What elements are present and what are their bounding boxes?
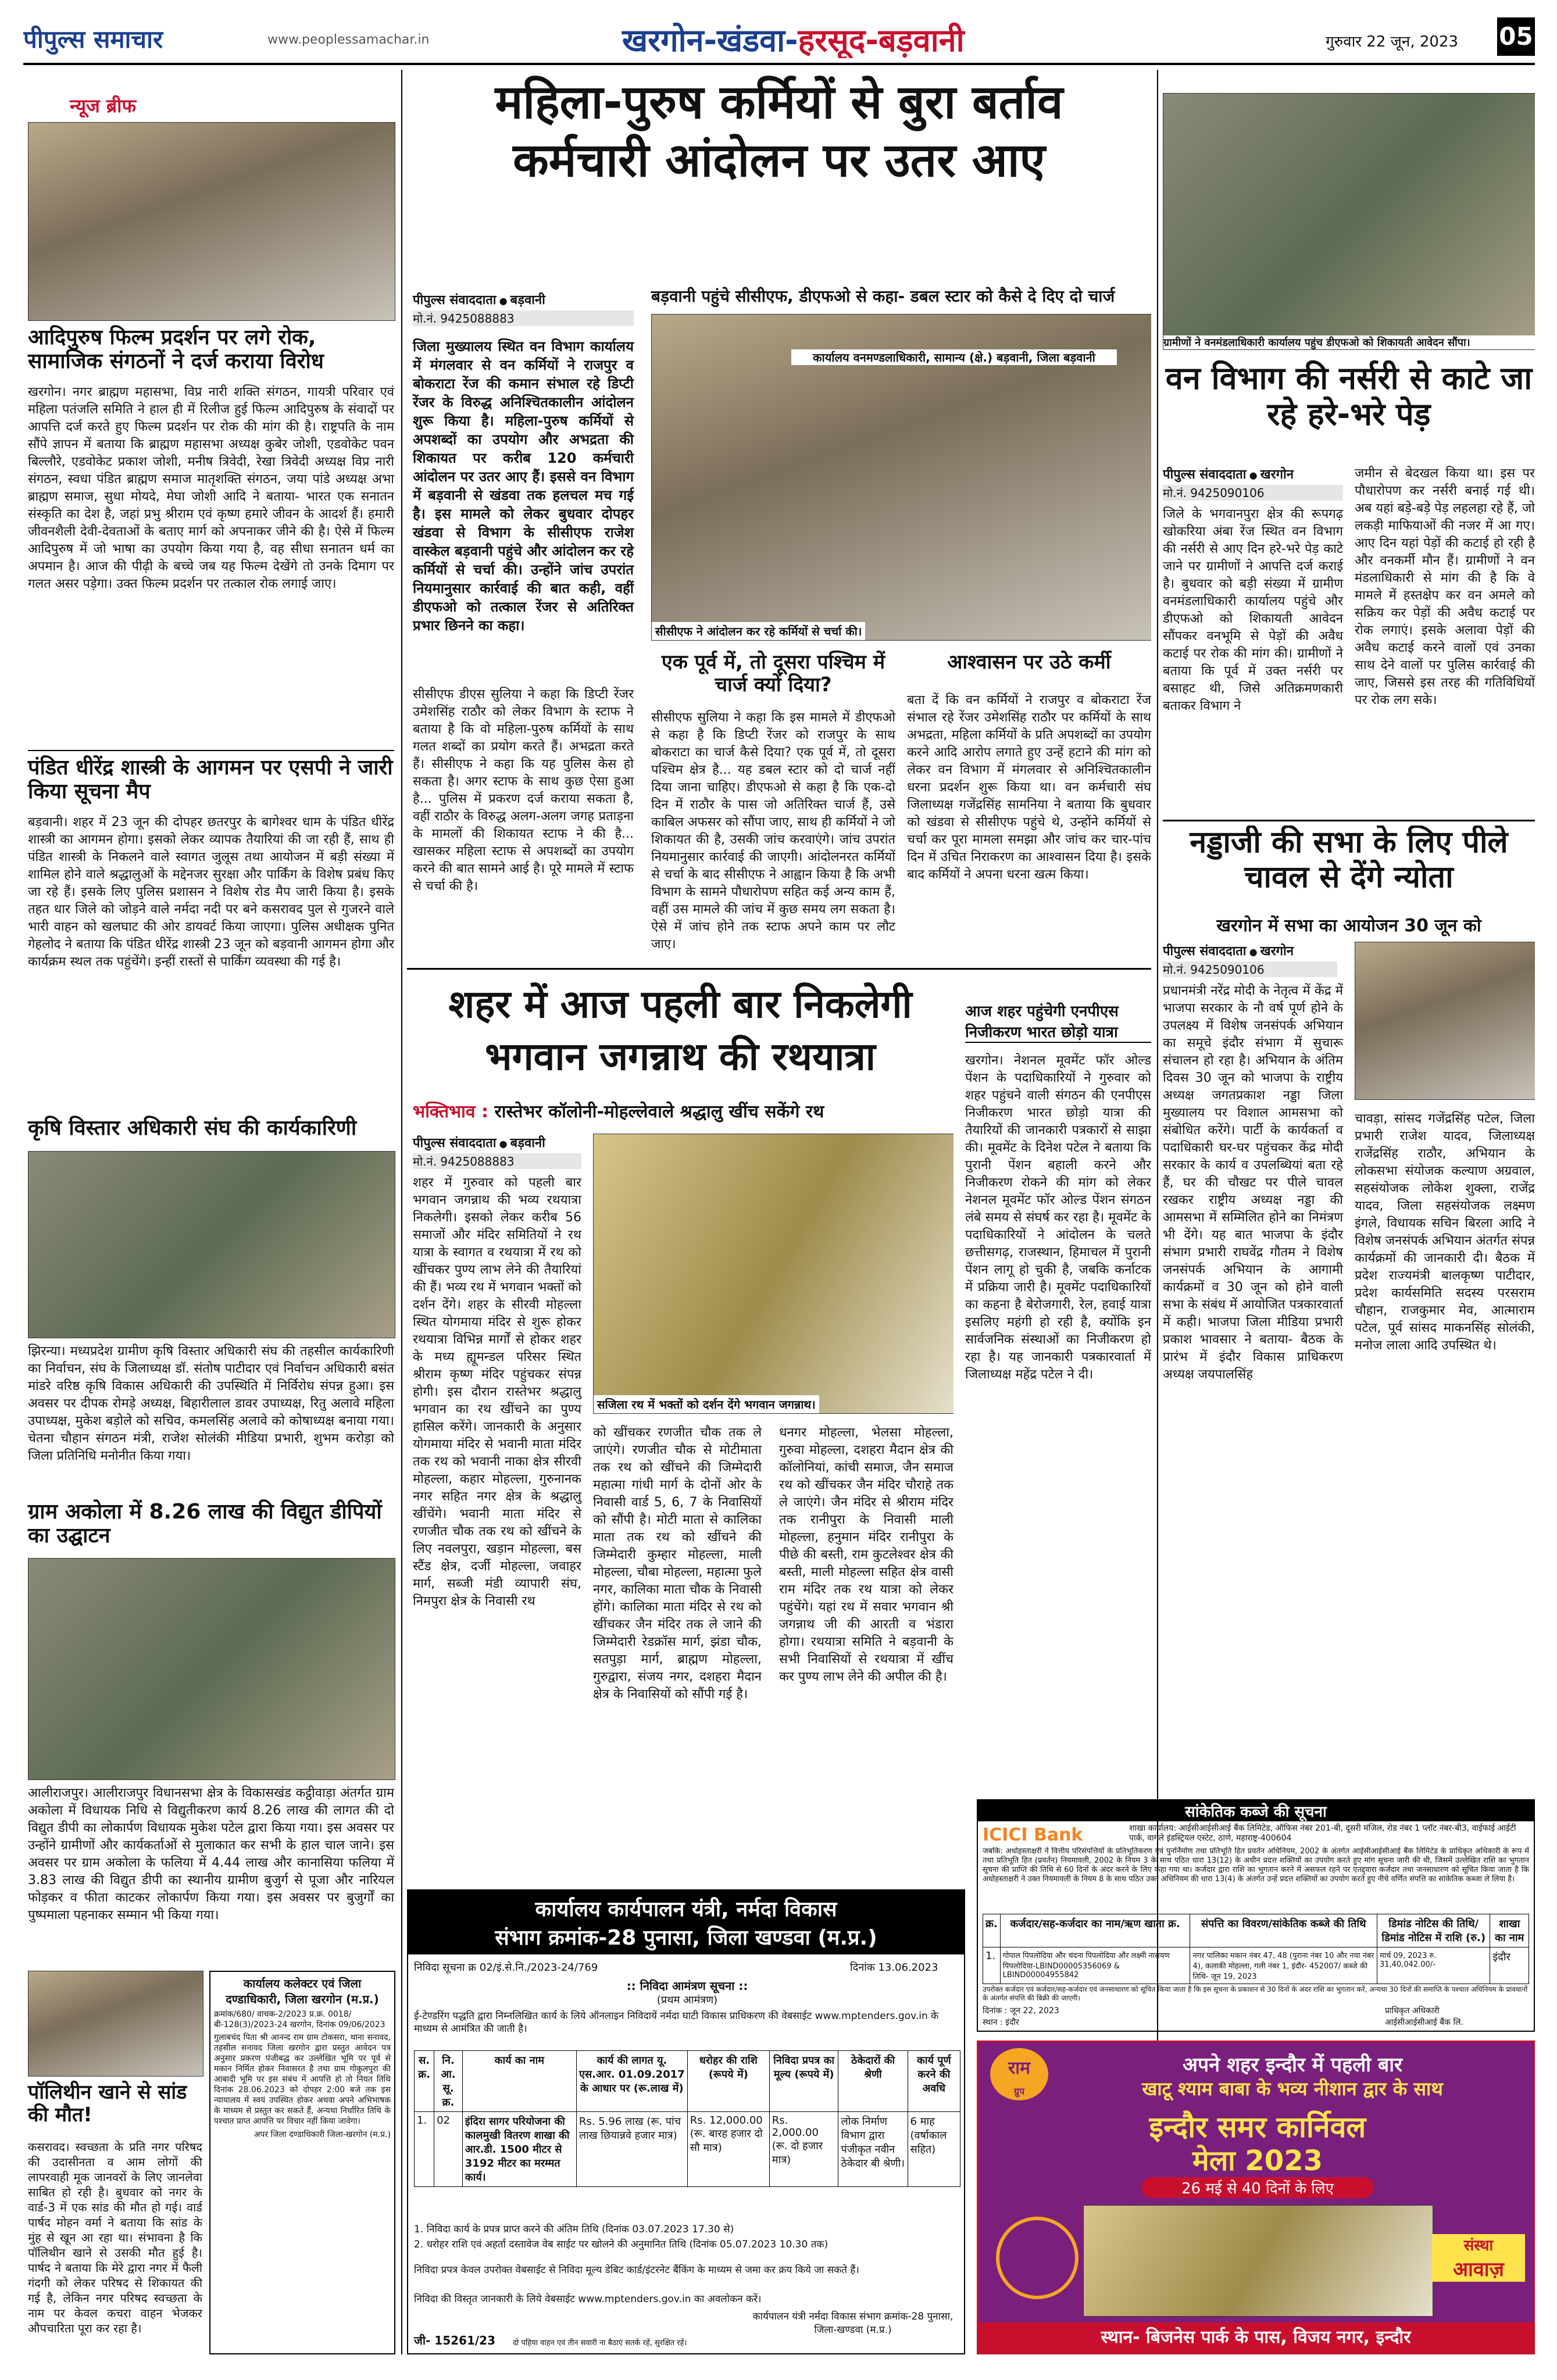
lead-photo-caption: सीसीएफ ने आंदोलन कर रहे कर्मियों से चर्चा की। — [652, 622, 865, 640]
lead-box-a-body: बता दें कि वन कर्मियों ने राजपुर व बोकराटा रेंज संभाल रहे रेंजर उमेशसिंह राठौर पर कर्मियों के साथ अभद्रता, महिला कर्मियों के प्रति अपशब्दों का उपयोग करने आदि आरोप लगाते हुए उन्हें हटाने की मांग को लेकर वन विभाग में मंगलवार से अनिश्चितकालीन धरना प्रदर्शन शुरू किया था। वन कर्मचारी संघ जिलाध्यक्ष गजेंद्रसिंह सामनिया ने बताया कि बुधवार को खंडवा से सीसीएफ पहुंचे थे, उन्होंने कर्मियों से चर्चा कर पूरा मामला समझा और जांच कर चार-पांच दिन में उचित निराकरण का आश्वासन दिया है। इसके बाद कर्मियों ने अपना धरना खत्म किया। — [907, 693, 1151, 882]
left-column-rule — [401, 70, 402, 2354]
forest-headline: वन विभाग की नर्सरी से काटे जा रहे हरे-भरे पेड़ — [1165, 360, 1533, 433]
nadda-story — [1163, 826, 1535, 1791]
carnival-org-2: आवाज़ — [1453, 2258, 1504, 2281]
rath-headline-1: शहर में आज पहली बार निकलेगी — [448, 982, 912, 1027]
site-url[interactable]: www.peoplessamachar.in — [267, 33, 430, 47]
ops-body: खरगोन। नेशनल मूवमेंट फॉर ओल्ड पेंशन के पदाधिकारियों ने गुरुवार को शहर पहुंचने वाली संगठन की एनपीएस निजीकरण भारत छोड़ो यात्रा की तैयारियों की जानकारी पत्रकारों से साझा की। मूवमेंट के दिनेश पटेल ने बताया कि पुरानी पेंशन बहाली करने और निजीकरण रोकने की मांग को लेकर नेशनल मूवमेंट फॉर ओल्ड पेंशन संगठन लंबे समय से संघर्ष कर रहा है। मूवमेंट के पदाधिकारियों ने आंदोलन के चलते छत्तीसगढ़, राजस्थान, हिमाचल में पुरानी पेंशन लागू हो चुकी है, जबकि कर्नाटक में प्रक्रिया जारी है। मूवमेंट पदाधिकारियों का कहना है बेरोजगारी, रेल, हवाई यात्रा इसलिए महंगी हो रही है, क्योंकि इन सार्वजनिक संस्थाओं का निजीकरण हो रहा है। यह जानकारी पत्रकारवार्ता में जिलाध्यक्ष महेंद्र पटेल ने दी। — [965, 1053, 1151, 1382]
lead-subhead: बड़वानी पहुंचे सीसीएफ, डीएफओ से कहा- डबल स्टार को कैसे दे दिए दो चार्ज — [651, 287, 1115, 306]
icici-col-1: क्र. — [983, 1914, 1001, 1947]
section-title — [622, 17, 965, 58]
tender-col-2: नि. आ. सू. क्र. — [434, 2051, 463, 2112]
section-title-red: हरसूद-बड़वानी — [798, 22, 965, 58]
forest-photo — [1163, 93, 1535, 350]
rath-story — [407, 977, 954, 1884]
carnival-title-1: इन्दौर समर कार्निवल — [1149, 2110, 1366, 2144]
brief-label: न्यूज ब्रीफ — [70, 95, 137, 117]
lead-bottom-rule — [407, 968, 1151, 970]
brief-photo-3 — [28, 1151, 395, 1338]
tender-cell: इंदिरा सागर परियोजना की कालमुखी वितरण शाखा की आर.डी. 1500 मीटर से 3192 मीटर का मरम्मत कार्य। — [462, 2112, 576, 2187]
office-sign: कार्यालय वनमण्डलाधिकारी, सामान्य (क्षे.) बड़वानी, जिला बड़वानी — [791, 349, 1117, 365]
carnival-top-2: खाटू श्याम बाबा के भव्य नीशान द्वार के साथ — [1142, 2078, 1443, 2100]
icici-cell: मार्च 09, 2023 रु. 31,40,042.00/- — [1377, 1947, 1490, 1984]
nadda-subhead: खरगोन में सभा का आयोजन 30 जून को — [1216, 916, 1481, 936]
lead-photo — [651, 314, 1151, 641]
forest-body-1: जिले के भगवानपुरा क्षेत्र की रूपगढ़ खोकरिया अंबा रेंज स्थित वन विभाग की नर्सरी से आए दिन हरे-भरे पेड़ काटे जाने पर ग्रामीणों ने आपत्ति दर्ज कराई है। बुधवार को बड़ी संख्या में ग्रामीण वनमंडलाधिकारी कार्यालय पहुंचे और डीएफओ को शिकायती आवेदन सौंपकर वनभूमि से पेड़ों की अवैध कटाई पर रोक की मांग की। ग्रामीणों ने बताया कि पूर्व में उक्त नर्सरी पर बसाहट थी, जिसे अतिक्रमणकारी बताकर विभाग ने — [1163, 507, 1343, 713]
lead-box-a-headline: आश्वासन पर उठे कर्मी — [947, 651, 1111, 674]
carnival-logo — [990, 2048, 1048, 2100]
masthead-rule — [23, 63, 1535, 65]
rath-photo — [593, 1134, 954, 1414]
forest-body-2: जमीन से बेदखल किया था। इस पर पौधारोपण कर नर्सरी बनाई गई थी। अब यहां बड़े-बड़े पेड़ लहलहा रहे हैं, जो लकड़ी माफियाओं की नजर में आ गए। आए दिन यहां पेड़ों की कटाई हो रही है और वनकर्मी मौन हैं। ग्रामीणों ने वन मंडलाधिकारी से मांग की है कि वे मामले में हस्तक्षेप कर वन अमले को सक्रिय कर पेड़ों की अवैध कटाई पर रोक लगाएं। इसके अलावा पेड़ों की अवैध कटाई करने वालों एवं उनका साथ देने वालों पर पुलिस कार्रवाई की जाए, जिससे इस तरह की गतिविधियों पर रोक लग सके। — [1355, 466, 1535, 707]
brief-story2-headline: पंडित धीरेंद्र शास्त्री के आगमन पर एसपी ने जारी किया सूचना मैप — [28, 756, 393, 804]
collector-ref: क्रमांक/680/ वाचक-2/2023 प्र.क्र. 0018/बी-128(3)/2023-24 खरगोन, दिनांक 09/06/2023 — [214, 2010, 385, 2029]
nadda-byline-name: पीपुल्स संवाददाता — [1163, 944, 1247, 959]
lead-byline: पीपुल्स संवाददाता ● बड़वानी मो.नं. 9425088883 — [413, 291, 634, 326]
masthead — [23, 17, 1535, 58]
tender-cell: 6 माह (वर्षाकाल सहित) — [908, 2112, 960, 2187]
nadda-body-1: प्रधानमंत्री नरेंद्र मोदी के नेतृत्व में केंद्र में भाजपा सरकार के नौ वर्ष पूर्ण होने के उपलक्ष्य में विशेष जनसंपर्क अभियान का समूचे इंदौर संभाग में सुचारू संचालन हो रहा है। अभियान के अंतिम दिवस 30 जून को भाजपा के राष्ट्रीय अध्यक्ष जगतप्रकाश नड्डा जिला मुख्यालय पर विशाल आमसभा को संबोधित करेंगे। पार्टी के कार्यकर्ता व पदाधिकारी घर-घर पहुंचकर केंद्र मोदी सरकार के कार्य व उपलब्धियां बता रहे हैं, घर की चौखट पर पीले चावल रखकर राष्ट्रीय अध्यक्ष नड्डा की आमसभा में सम्मिलित होने का निमंत्रण भी देंगे। यह बात भाजपा के इंदौर संभाग प्रभारी राघवेंद्र गौतम ने विशेष जनसंपर्क अभियान के आगामी कार्यक्रमों व 30 जून को होने वाली सभा के संबंध में आयोजित पत्रकारवार्ता में कही। भाजपा जिला मीडिया प्रभारी प्रकाश भावसार ने बताया- बैठक के प्रारंभ में इंदौर विकास प्राधिकरण अध्यक्ष जयपालसिंह — [1163, 984, 1343, 1382]
icici-notice — [977, 1799, 1535, 2032]
tender-title — [408, 1891, 964, 1954]
brief-story4-headline: ग्राम अकोला में 8.26 लाख की विद्युत डीपियों का उद्घाटन — [28, 1500, 382, 1548]
icici-body: जबकि: अधोहस्ताक्षरी ने वित्तीय परिसंपत्तियों के प्रतिभूतिकरण एवं पुनर्निर्माण तथा प्रतिभूति हित प्रवर्तन अधिनियम, 2002 के अंतर्गत आईसीआईसीआई बैंक लिमिटेड के प्राधिकृत अधिकारी के रूप में तथा प्रतिभूति हित (प्रवर्तन) नियमावली, 2002 के नियम 3 के साथ पठित धारा 13(12) के अधीन प्रदत्त शक्तियों का उपयोग करते हुए मांग सूचना जारी की थी, जिसमें उल्लेखित राशि का भुगतान सूचना की प्राप्ति की तिथि से 60 दिनों के अंदर करने के लिए कहा गया था। कर्जदार द्वारा राशि का भुगतान करने में असफल रहने पर एतद्द्वारा कर्जदार तथा जनसाधारण को सूचित किया जाता है कि अधोहस्ताक्षरी ने उक्त नियमावली के नियम 8 के साथ पठित उक्त अधिनियम की धारा 13(4) के अंतर्गत उन्हें प्रदत्त शक्तियों का उपयोग करते हुए नीचे वर्णित संपत्ति का सांकेतिक कब्जा ले लिया है। — [983, 1847, 1529, 1884]
rath-body-3: धनगर मोहल्ला, भेलसा मोहल्ला, गुरुवा मोहल्ला, दशहरा मैदान क्षेत्र की कॉलोनियां, कांची समाज, जैन समाज रथ को खींचकर जैन मंदिर चौराहे तक ले जाएंगे। जैन मंदिर से श्रीराम मंदिर तक रानीपुरा के निवासी माली मोहल्ला, हनुमान मंदिर रानीपुरा के पीछे की बस्ती, राम कुटलेश्वर क्षेत्र की बस्ती, माली मोहल्ला सहित क्षेत्र वासी राम मंदिर तक रथ यात्रा को लेकर पहुंचेंगे। यहां रथ में सवार भगवान श्री जगन्नाथ जी की आरती व भंडारा होगा। रथयात्रा समिति ने बड़वानी के सभी निवासियों से रथयात्रा में खींच कर पुण्य लाभ लेने की अपील की है। — [779, 1425, 954, 1684]
tender-sub1: :: निविदा आमंत्रण सूचना :: — [626, 1979, 748, 1993]
carnival-org-1: संस्था — [1463, 2237, 1494, 2254]
tender-title-2: संभाग क्रमांक-28 पुनासा, जिला खण्डवा (म.प्र.) — [495, 1926, 877, 1950]
icici-branch: शाखा कार्यालय: आईसीआईसीआई बैंक लिमिटेड, ऑफिस नंबर 201-बी, दूसरी मंजिल, रोड नंबर 1 प्लॉट नंबर-बी3, वाईफाई आईटी पार्क, वागले इंडस्ट्रियल एस्टेट, ठाणे, महाराष्ट्र-400604 — [1129, 1824, 1516, 1843]
icici-cell: 1. — [983, 1947, 1001, 1984]
tender-cell: Rs. 5.96 लाख (रू. पांच लाख छियान्नवे हजार मात्र) — [576, 2112, 687, 2187]
icici-cell: नगर पालिका मकान नंबर 47, 48 (पुराना नंबर 10 और नया नंबर 4), कलाकी मोहल्ला, गली नंबर 1, इंदौर- 452007/ कब्जे की तिथि- जून 19, 2023 — [1190, 1947, 1377, 1984]
lead-mobile: मो.नं. 9425088883 — [413, 310, 634, 326]
tender-cell: 02 — [434, 2112, 463, 2187]
tender-ref: निविदा सूचना क्र 02/इं.से.नि./2023-24/769 — [414, 1961, 598, 1974]
tender-sign: कार्यपालन यंत्री नर्मदा विकास संभाग क्रमांक-28 पुनासा, जिला-खण्डवा (म.प्र.) — [752, 2311, 954, 2336]
ferris-wheel-icon — [996, 2217, 1079, 2299]
ops-story — [965, 977, 1151, 1884]
nadda-photo — [1355, 942, 1535, 1100]
carnival-top-1: अपने शहर इन्दौर में पहली बार — [1182, 2053, 1403, 2077]
rath-byline-place: बड़वानी — [510, 1136, 545, 1150]
rath-photo-caption: सजिला रथ में भक्तों को दर्शन देंगे भगवान जगन्नाथ। — [594, 1395, 819, 1413]
icici-col-5: शाखा का नाम — [1490, 1914, 1529, 1947]
page-number: 05 — [1497, 17, 1535, 56]
lead-body-1: सीसीएफ डीएस सुलिया ने कहा कि डिप्टी रेंजर उमेशसिंह राठौर को लेकर विभाग के स्टाफ ने बताया है कि वो महिला-पुरुष कर्मियों के साथ गलत शब्दों का प्रयोग करते हैं। अभद्रता करते हैं। सीसीएफ ने कहा कि यह पुलिस केस हो सकता है। अगर स्टाफ के साथ कुछ ऐसा हुआ है... पुलिस में प्रकरण दर्ज कराया सकता है, वहीं राठौर के विरुद्ध अलग-अलग जगह प्रताड़ना के मामलों की शिकायत स्टाफ ने की है... खासकर महिला स्टाफ से अपशब्दों का उपयोग करने की बात सामने आई है। पूरे मामले में स्टाफ से चर्चा की है। — [413, 687, 634, 894]
brief-photo-4 — [28, 1558, 395, 1780]
icici-footer: उपरोक्त कर्जदार एवं कर्जदार/सह-कर्जदार एवं जनसाधारण को सूचित किया जाता है कि इस सूचना के प्रकाशन से 30 दिनों के अंदर राशि का भुगतान करें, अन्यथा 30 दिनों की समाप्ति के पश्चात अधिनियम के प्रावधानों के अंतर्गत संपत्ति की बिक्री की जाएगी। — [983, 1985, 1528, 2002]
lead-story — [407, 70, 1151, 965]
icici-date: दिनांक : जून 22, 2023 — [983, 2006, 1059, 2016]
forest-bottom-rule — [1163, 820, 1535, 821]
tender-code: जी- 15261/23 — [414, 2333, 496, 2347]
tender-footnote: दो पहिया वाहन एवं तीन सवारी ना बैठाएं सतर्क रहें, सुरक्षित रहें। — [513, 2339, 687, 2347]
carnival-ad[interactable] — [977, 2040, 1535, 2354]
tender-note-1: 1. निविदा कार्य के प्रपत्र प्राप्त करने की अंतिम तिथि (दिनांक 03.07.2023 17.30 से) — [414, 2224, 734, 2235]
rath-kicker: भक्तिभाव : — [413, 1102, 489, 1122]
issue-date: गुरुवार 22 जून, 2023 — [1326, 33, 1459, 51]
lead-byline-place: बड़वानी — [510, 293, 545, 308]
brief-story5-headline: पॉलिथीन खाने से सांड की मौत! — [28, 2081, 187, 2127]
nadda-byline: पीपुल्स संवाददाता ● खरगोन मो.नं. 9425090106 — [1163, 942, 1337, 977]
icici-table — [983, 1914, 1529, 1984]
table-row — [415, 2112, 960, 2187]
brief-divider-1 — [28, 750, 394, 751]
icici-place: स्थान : इंदौर — [983, 2018, 1019, 2027]
carnival-address: स्थान- बिजनेस पार्क के पास, विजय नगर, इन्दौर — [979, 2322, 1533, 2353]
rath-mobile: मो.नं. 9425088883 — [413, 1153, 581, 1169]
tender-col-3: कार्य का नाम — [462, 2051, 576, 2112]
brief-photo-1 — [28, 122, 395, 321]
icici-col-2: कर्जदार/सह-कर्जदार का नाम/ऋण खाता क्र. — [1000, 1914, 1190, 1947]
section-title-main: खरगोन-खंडवा- — [622, 22, 798, 58]
tender-note-4: निविदा की विस्तृत जानकारी के लिये वेबसाईट www.mptenders.gov.in का अवलोकन करें। — [414, 2293, 762, 2305]
icici-sign-2: आईसीआईसीआई बैंक लि. — [1385, 2018, 1463, 2027]
icici-title: सांकेतिक कब्जे की सूचना — [978, 1800, 1534, 1821]
carnival-dates: 26 मई से 40 दिनों के लिए — [1141, 2177, 1374, 2198]
tender-title-1: कार्यालय कार्यपालन यंत्री, नर्मदा विकास — [535, 1897, 837, 1921]
rath-body-1: शहर में गुरुवार को पहली बार भगवान जगन्नाथ की भव्य रथयात्रा निकलेगी। इसको लेकर करीब 56 समाजों और मंदिर समितियों ने रथ यात्रा के स्वागत व रथयात्रा में रथ को खींचकर पुण्य लाभ लेने की तैयारियां की हैं। भव्य रथ में भगवान भक्तों को दर्शन देंगे। शहर के सीरवी मोहल्ला स्थित योगमाया मंदिर से शुरू होकर रथयात्रा विभिन्न मार्गों से होकर शहर के मध्य ह्यूमन्डल परिसर स्थित श्रीराम कृष्ण मंदिर पहुंचकर संपन्न होगी। इस दौरान रास्तेभर श्रद्धालु भगवान का रथ खींचने का पुण्य हासिल करेंगे। जानकारी के अनुसार योगमाया मंदिर से भवानी माता मंदिर तक रथ को भवानी नाका क्षेत्र सीरवी मोहल्ला, कहार मोहल्ला, गुरुनानक नगर सहित नगर क्षेत्र के श्रद्धालु खींचेंगे। भवानी माता मंदिर से रणजीत चौक तक रथ को खींचने के लिए नवलपुरा, खड़ान मोहल्ला, बस स्टैंड क्षेत्र, दर्जी मोहल्ला, जवाहर मार्ग, सब्जी मंडी व्यापारी संघ, निमपुरा क्षेत्र के निवासी रथ — [413, 1175, 581, 1609]
brief-story3-body: झिरन्या। मध्यप्रदेश ग्रामीण कृषि विस्तार अधिकारी संघ की तहसील कार्यकारिणी का निर्वाचन, संघ के जिलाध्यक्ष डॉ. संतोष पाटीदार एवं निर्वाचन अधिकारी बसंत मांडरे वरिष्ठ कृषि विकास अधिकारी की उपस्थिति में निर्विरोध संपन्न हुआ। इस अवसर पर दीपक रोमड़े अध्यक्ष, बिहारीलाल डावर उपाध्यक्ष, रितु अलावे महिला उपाध्यक्ष, मुकेश बड़ोले को सचिव, कमलसिंह अलावे को कोषाध्यक्ष बनाया गया। चेतना चौहान संगठन मंत्री, राजेश सोलंकी मीडिया प्रभारी, शुभम करोड़ा को जिला प्रतिनिधि मनोनीत किया गया। — [28, 1344, 394, 1463]
rath-byline-name: पीपुल्स संवाददाता — [413, 1136, 497, 1150]
icici-cell: गोपाल पिपलोदिया और चंदना पिपलोदिया और लक्ष्मी नारायण पिपलोदिया-LBIND00005356069 & LBIND00004955842 — [1000, 1947, 1190, 1984]
logo[interactable]: पीपुल्स समाचार — [23, 25, 163, 53]
brief-story1-headline: आदिपुरुष फिल्म प्रदर्शन पर लगे रोक, सामाजिक संगठनों ने दर्ज कराया विरोध — [28, 326, 324, 374]
tender-cell: लोक निर्माण विभाग द्वारा पंजीकृत नवीन ठेकेदार बी श्रेणी। — [838, 2112, 908, 2187]
forest-byline-place: खरगोन — [1260, 467, 1294, 482]
carnival-gate-image — [1083, 2205, 1433, 2317]
collector-title — [214, 1975, 391, 2007]
rath-subhead: रास्तेभर कॉलोनी-मोहल्लेवाले श्रद्धालु खींच सकेंगे रथ — [494, 1102, 824, 1122]
lead-headline-1: महिला-पुरुष कर्मियों से बुरा बर्ताव — [495, 75, 1063, 129]
tender-col-5: धरोहर की राशि (रूपये में) — [687, 2051, 769, 2112]
lead-box-q-body: सीसीएफ सुलिया ने कहा कि इस मामले में डीएफओ से कहा है कि डिप्टी रेंजर को राजपुर के साथ बोकराटा का चार्ज कैसे दिया? एक पूर्व में, तो दूसरा पश्चिम क्षेत्र है... यह डबल स्टार को दो चार्ज नहीं दिया जाना चाहिए। डीएफओ से कहा है कि एक-दो दिन में राठौर के पास जो अतिरिक्त चार्ज हैं, उसे काबिल अफसर को सौंपा जाए, साथ ही कर्मियों ने जो शिकायत की है, उसकी जांच करवाएंगे। जांच उपरांत नियमानुसार कार्रवाई की जाएगी। आंदोलनरत कर्मियों से चर्चा के बाद सीसीएफ ने आह्वान किया है कि अभी विभाग के सामने पौधारोपण सहित कई अन्य काम हैं, वहीं उस मामले की जांच में कुछ समय लग सकता है। ऐसे में जांच होने तक स्टाफ अपने काम पर लौट जाए। — [651, 710, 895, 952]
carnival-logo-sub: ग्रुप — [1013, 2086, 1025, 2097]
ops-headline: आज शहर पहुंचेगी एनपीएस निजीकरण भारत छोड़ो यात्रा — [965, 1000, 1151, 1043]
icici-col-3: संपत्ति का विवरण/सांकेतिक कब्जे की तिथि — [1190, 1914, 1377, 1947]
nadda-byline-place: खरगोन — [1260, 944, 1294, 959]
collector-body: गुलाबचंद पिता श्री आनन्द राम ग्राम टोकसरा, थाना सनावद, तहसील सनावद जिला खरगोन द्वारा प्रस्तुत आवेदन पत्र अनुसार प्रकरण पंजीबद्ध कर उल्लेखित भूमि पर पूर्व से मकान निर्मित होकर निवासरत है तथा ग्राम गोकुलपुरा की आबादी भूमि पर इस संबंध में आपत्ति हो तो नियत तिथि दिनांक 28.06.2023 को दोपहर 2:00 बजे तक इस न्यायालय में स्वयं उपस्थित होकर अथवा अपने अभिभाषक के माध्यम से प्रस्तुत कर सकते हैं, अन्यथा निर्धारित तिथि के पश्चात प्राप्त आपत्ति पर विचार नहीं किया जावेगा। — [214, 2033, 391, 2126]
tender-col-4: कार्य की लागत यू. एस.आर. 01.09.2017 के आधार पर (रू.लाख में) — [576, 2051, 687, 2112]
lead-byline-name: पीपुल्स संवाददाता — [413, 293, 497, 308]
brief-story1-body: खरगोन। नगर ब्राह्मण महासभा, विप्र नारी शक्ति संगठन, गायत्री परिवार एवं महिला पतंजलि समिति ने हाल ही में रिलीज हुई फिल्म आदिपुरुष के संवादों पर आपत्ति दर्ज करते हुए फिल्म प्रदर्शन पर रोक की मांग की है। राष्ट्रपति के नाम सौंपे ज्ञापन में बताया कि ब्राह्मण महासभा अध्यक्ष कुबेर जोशी, एडवोकेट पवन बिल्लौरे, एडवोकेट प्रकाश जोशी, मनीष त्रिवेदी, रेखा त्रिवेदी अध्यक्ष विप्र नारी संगठन, स्वधा पंडित ब्राह्मण समाज मातृशक्ति संगठन, जया पांडे अध्यक्ष अभा ब्राह्मण समाज, सुधा मोयदे, मेघा जोशी आदि ने बताया- भारत एक सनातन संस्कृति का देश है, जहां प्रभु श्रीराम एवं कृष्ण हमारे जीवन के आदर्श हैं। हमारी जीवनशैली देवी-देवताओं के बताए मार्ग को अपनाकर जीने की है। ऐसे में फिल्म आदिपुरुष में जो भाषा का उपयोग किया गया है, वह सीधा सनातन धर्म का अपमान है। आज की पीढ़ी के बच्चे जब यह फिल्म देखेंगे तो उनके दिमाग पर गलत असर पड़ेगा। उक्त फिल्म प्रदर्शन पर तत्काल रोक लगाई जाए। — [28, 385, 394, 591]
brief-story2-body: बड़वानी। शहर में 23 जून की दोपहर छतरपुर के बागेश्वर धाम के पंडित धीरेंद्र शास्त्री का आगमन होगा। इसको लेकर व्यापक तैयारियां की जा रही हैं, साथ ही पंडित शास्त्री के निकलने वाले स्वागत जुलूस तथा आयोजन में बड़ी संख्या में शामिल होने वाले श्रद्धालुओं के मद्देनजर सुरक्षा और पार्किंग के विशेष प्रबंध किए जा रहे हैं। इसके लिए पुलिस प्रशासन ने विशेष रोड मैप जारी किया है। इसके तहत धार जिले को जोड़ने वाले नर्मदा नदी पर बने कसरावद पुल से गुजरने वाले भारी वाहन को खलघाट की ओर डायवर्ट किया जाएगा। पुलिस अधीक्षक पुनित गेहलोद ने बताया कि पंडित धीरेंद्र शास्त्री 23 जून को बड़वानी आगमन होगा और कार्यक्रम स्थल तक पहुंचेंगे। इन्हीं रास्तों से पार्किंग व्यवस्था की गई है। — [28, 815, 394, 969]
icici-cell: इंदौर — [1490, 1947, 1529, 1984]
nadda-mobile: मो.नं. 9425090106 — [1163, 962, 1337, 977]
lead-box-q-headline: एक पूर्व में, तो दूसरा पश्चिम में चार्ज क्यों दिया? — [661, 651, 885, 697]
rath-headline-2: भगवान जगन्नाथ की रथयात्रा — [485, 1034, 876, 1079]
tender-col-1: स. क्र. — [415, 2051, 434, 2112]
tender-note-2: 2. धरोहर राशि एवं अहर्ता दस्तावेज वेब साईट पर खोलने की अनुमानित तिथि (दिनांक 05.07.2023 10.30 तक) — [414, 2239, 829, 2250]
tender-sub2: (प्रथम आमंत्रण) — [656, 1994, 718, 2006]
collector-title-2: दण्डाधिकारी, जिला खरगोन (म.प्र.) — [226, 1992, 379, 2006]
tender-cell: 1. — [415, 2112, 434, 2187]
tender-col-7: ठेकेदारों की श्रेणी — [838, 2051, 908, 2112]
lead-intro: जिला मुख्यालय स्थित वन विभाग कार्यालय में मंगलवार से वन कर्मियों ने राजपुर व बोकराटा रेंज की कमान संभाल रहे डिप्टी रेंजर के विरुद्ध अनिश्चितकालीन आंदोलन शुरू किया है। महिला-पुरुष कर्मियों से अपशब्दों का उपयोग और अभद्रता की शिकायत पर करीब 120 कर्मचारी आंदोलन पर उतर आए हैं। इससे वन विभाग में बड़वानी से खंडवा तक हलचल मच गई है। इस मामले को लेकर बुधवार दोपहर खंडवा से विभाग के सीसीएफ राजेश वास्केल बड़वानी पहुंचे और आंदोलन कर रहे कर्मियों से चर्चा की। उन्होंने जांच उपरांत नियमानुसार कार्रवाई की बात कही, वहीं डीएफओ को तत्काल रेंजर से अतिरिक्त प्रभार छिनने का कहा। — [413, 338, 634, 634]
tender-cell: Rs. 12,000.00 (रू. बारह हजार दो सौ मात्र) — [687, 2112, 769, 2187]
rath-kicker-line — [413, 1099, 954, 1123]
tender-col-8: कार्य पूर्ण करने की अवधि — [908, 2051, 960, 2112]
collector-notice — [209, 1971, 395, 2354]
tender-body: ई-टेण्डरिंग पद्धति द्वारा निम्नलिखित कार्य के लिये ऑनलाइन निविदायें नर्मदा घाटी विकास प्राधिकरण की वेबसाईट www.mptenders.gov.in के माध्यम से आमंत्रित की जाती है। — [414, 2010, 939, 2035]
forest-byline-name: पीपुल्स संवाददाता — [1163, 467, 1247, 482]
brief-story4-body: आलीराजपुर। आलीराजपुर विधानसभा क्षेत्र के विकासखंड कट्ठीवाड़ा अंतर्गत ग्राम अकोला में विधायक निधि से विद्युतीकरण कार्य 8.26 लाख की लागत की दो विद्युत डीपी का लोकार्पण विधायक मुकेश पटेल द्वारा किया गया। इस अवसर पर उन्होंने ग्रामीणों और कार्यकर्ताओं से मुलाकात कर सभी के हाल चाल जाने। इस अवसर पर ग्राम अकोला के फलिया में 4.44 लाख और कानासिया फलिया में 3.83 लाख की विद्युत डीपी का स्थानीय ग्रामीण बुजुर्ग से पूजा और नारियल फोड़कर व फीता काटकर लोकार्पण किया गया। इस अवसर पर बुजुर्गों का पुष्पमाला पहनाकर सम्मान भी किया गया। — [28, 1786, 394, 1922]
icici-col-4: डिमांड नोटिस की तिथि/डिमांड नोटिस में राशि (रु.) — [1377, 1914, 1490, 1947]
carnival-title-2: मेला 2023 — [1192, 2145, 1323, 2177]
tender-cell: Rs. 2,000.00 (रू. दो हजार मात्र) — [769, 2112, 838, 2187]
rath-byline: पीपुल्स संवाददाता ● बड़वानी मो.नं. 9425088883 — [413, 1134, 581, 1169]
icici-logo: ICICI Bank — [983, 1825, 1083, 1845]
forest-mobile: मो.नं. 9425090106 — [1163, 485, 1343, 501]
news-brief-column — [23, 70, 401, 2354]
tender-notice — [407, 1889, 965, 2354]
forest-photo-caption: ग्रामीणों ने वनमंडलाधिकारी कार्यालय पहुंच डीएफओ को शिकायती आवेदन सौंपा। — [1163, 335, 1535, 349]
nadda-body-2: चावड़ा, सांसद गजेंद्रसिंह पटेल, जिला प्रभारी राजेश यादव, जिलाध्यक्ष राजेंद्रसिंह राठौर, अभियान के लोकसभा संयोजक कल्याण अग्रवाल, सहसंयोजक लोकेश शुक्ला, राजेंद्र यादव, जिला सहसंयोजक लक्ष्मण इंगले, विधायक सचिन बिरला आदि ने विशेष जनसंपर्क अभियान अंतर्गत संपन्न कार्यक्रमों की जानकारी दी। बैठक में प्रदेश राज्यमंत्री बालकृष्ण पाटीदार, प्रदेश कार्यसमिति सदस्य परसराम चौहान, राजकुमार मेव, आत्माराम पटेल, पूर्व सांसद माकनसिंह सोलंकी, मनोज लाला आदि उपस्थित थे। — [1355, 1112, 1535, 1353]
collector-title-1: कार्यालय कलेक्टर एवं जिला — [243, 1977, 362, 1991]
forest-story — [1163, 70, 1535, 814]
brief-story3-headline: कृषि विस्तार अधिकारी संघ की कार्यकारिणी — [28, 1116, 357, 1140]
collector-sign: अपर जिला दण्डाधिकारी जिला-खरगोन (म.प्र.) — [253, 2130, 391, 2139]
table-row — [983, 1947, 1529, 1984]
brief-photo-5 — [28, 1971, 203, 2077]
icici-sign-1: प्राधिकृत अधिकारी — [1385, 2006, 1440, 2016]
brief-story5-body: कसरावद। स्वच्छता के प्रति नगर परिषद की उदासीनता व आम लोगों की लापरवाही मूक जानवरों के लिए जानलेवा साबित हो रही है। बुधवार को नगर के वार्ड-3 में एक सांड की मौत हो गई। वार्ड पार्षद मोहन वर्मा ने बताया कि सांड के मुंह से खून आ रहा था। संभावना है कि पॉलिथीन खाने से उसकी मौत हुई है। पार्षद ने बताया कि मेरे द्वारा नगर में फैली गंदगी को लेकर परिषद से शिकायत की गई है, लेकिन नगर परिषद स्वच्छता के नाम पर केवल कचरा वाहन भेजकर औपचारिता पूरा कर रहा है। — [28, 2140, 202, 2335]
tender-col-6: निविदा प्रपत्र का मूल्य (रूपये में) — [769, 2051, 838, 2112]
lead-headline-2: कर्मचारी आंदोलन पर उतर आए — [513, 133, 1045, 187]
tender-note-3: निविदा प्रपत्र केवल उपरोक्त वेबसाईट से निविदा मूल्य डेबिट कार्ड/इंटरनेट बैंकिंग के माध्यम से जमा कर क्रय किये जा सकते हैं। — [414, 2264, 859, 2276]
forest-byline: पीपुल्स संवाददाता ● खरगोन मो.नं. 9425090106 — [1163, 465, 1343, 501]
carnival-logo-text: राम — [1008, 2058, 1030, 2078]
nadda-headline: नड्डाजी की सभा के लिए पीले चावल से देंगे न्योता — [1190, 826, 1508, 895]
rath-body-2: को खींचकर रणजीत चौक तक ले जाएंगे। रणजीत चौक से मोटीमाता तक रथ को खींचने की जिम्मेदारी महात्मा गांधी मार्ग के दोनों ओर के निवासी वार्ड 5, 6, 7 के निवासियों को सौंपी है। मोटी माता से कालिका माता तक रथ को खींचने की जिम्मेदारी कुम्हार मोहल्ला, माली मोहल्ला, चौबा मोहल्ला, महात्मा फुले नगर, कालिका माता चौक के निवासी होंगे। कालिका माता मंदिर से रथ को खींचकर जैन मंदिर तक ले जाने की जिम्मेदारी रेडक्रॉस मार्ग, झंडा चौक, सतपुड़ा मार्ग, ब्राह्मण मोहल्ला, गुरुद्वारा, संजय नगर, दशहरा मैदान क्षेत्र के निवासियों को सौंपी गई है। — [593, 1425, 762, 1702]
tender-date: दिनांक 13.06.2023 — [850, 1961, 938, 1974]
carnival-org — [1432, 2234, 1525, 2282]
tender-table — [414, 2050, 960, 2187]
